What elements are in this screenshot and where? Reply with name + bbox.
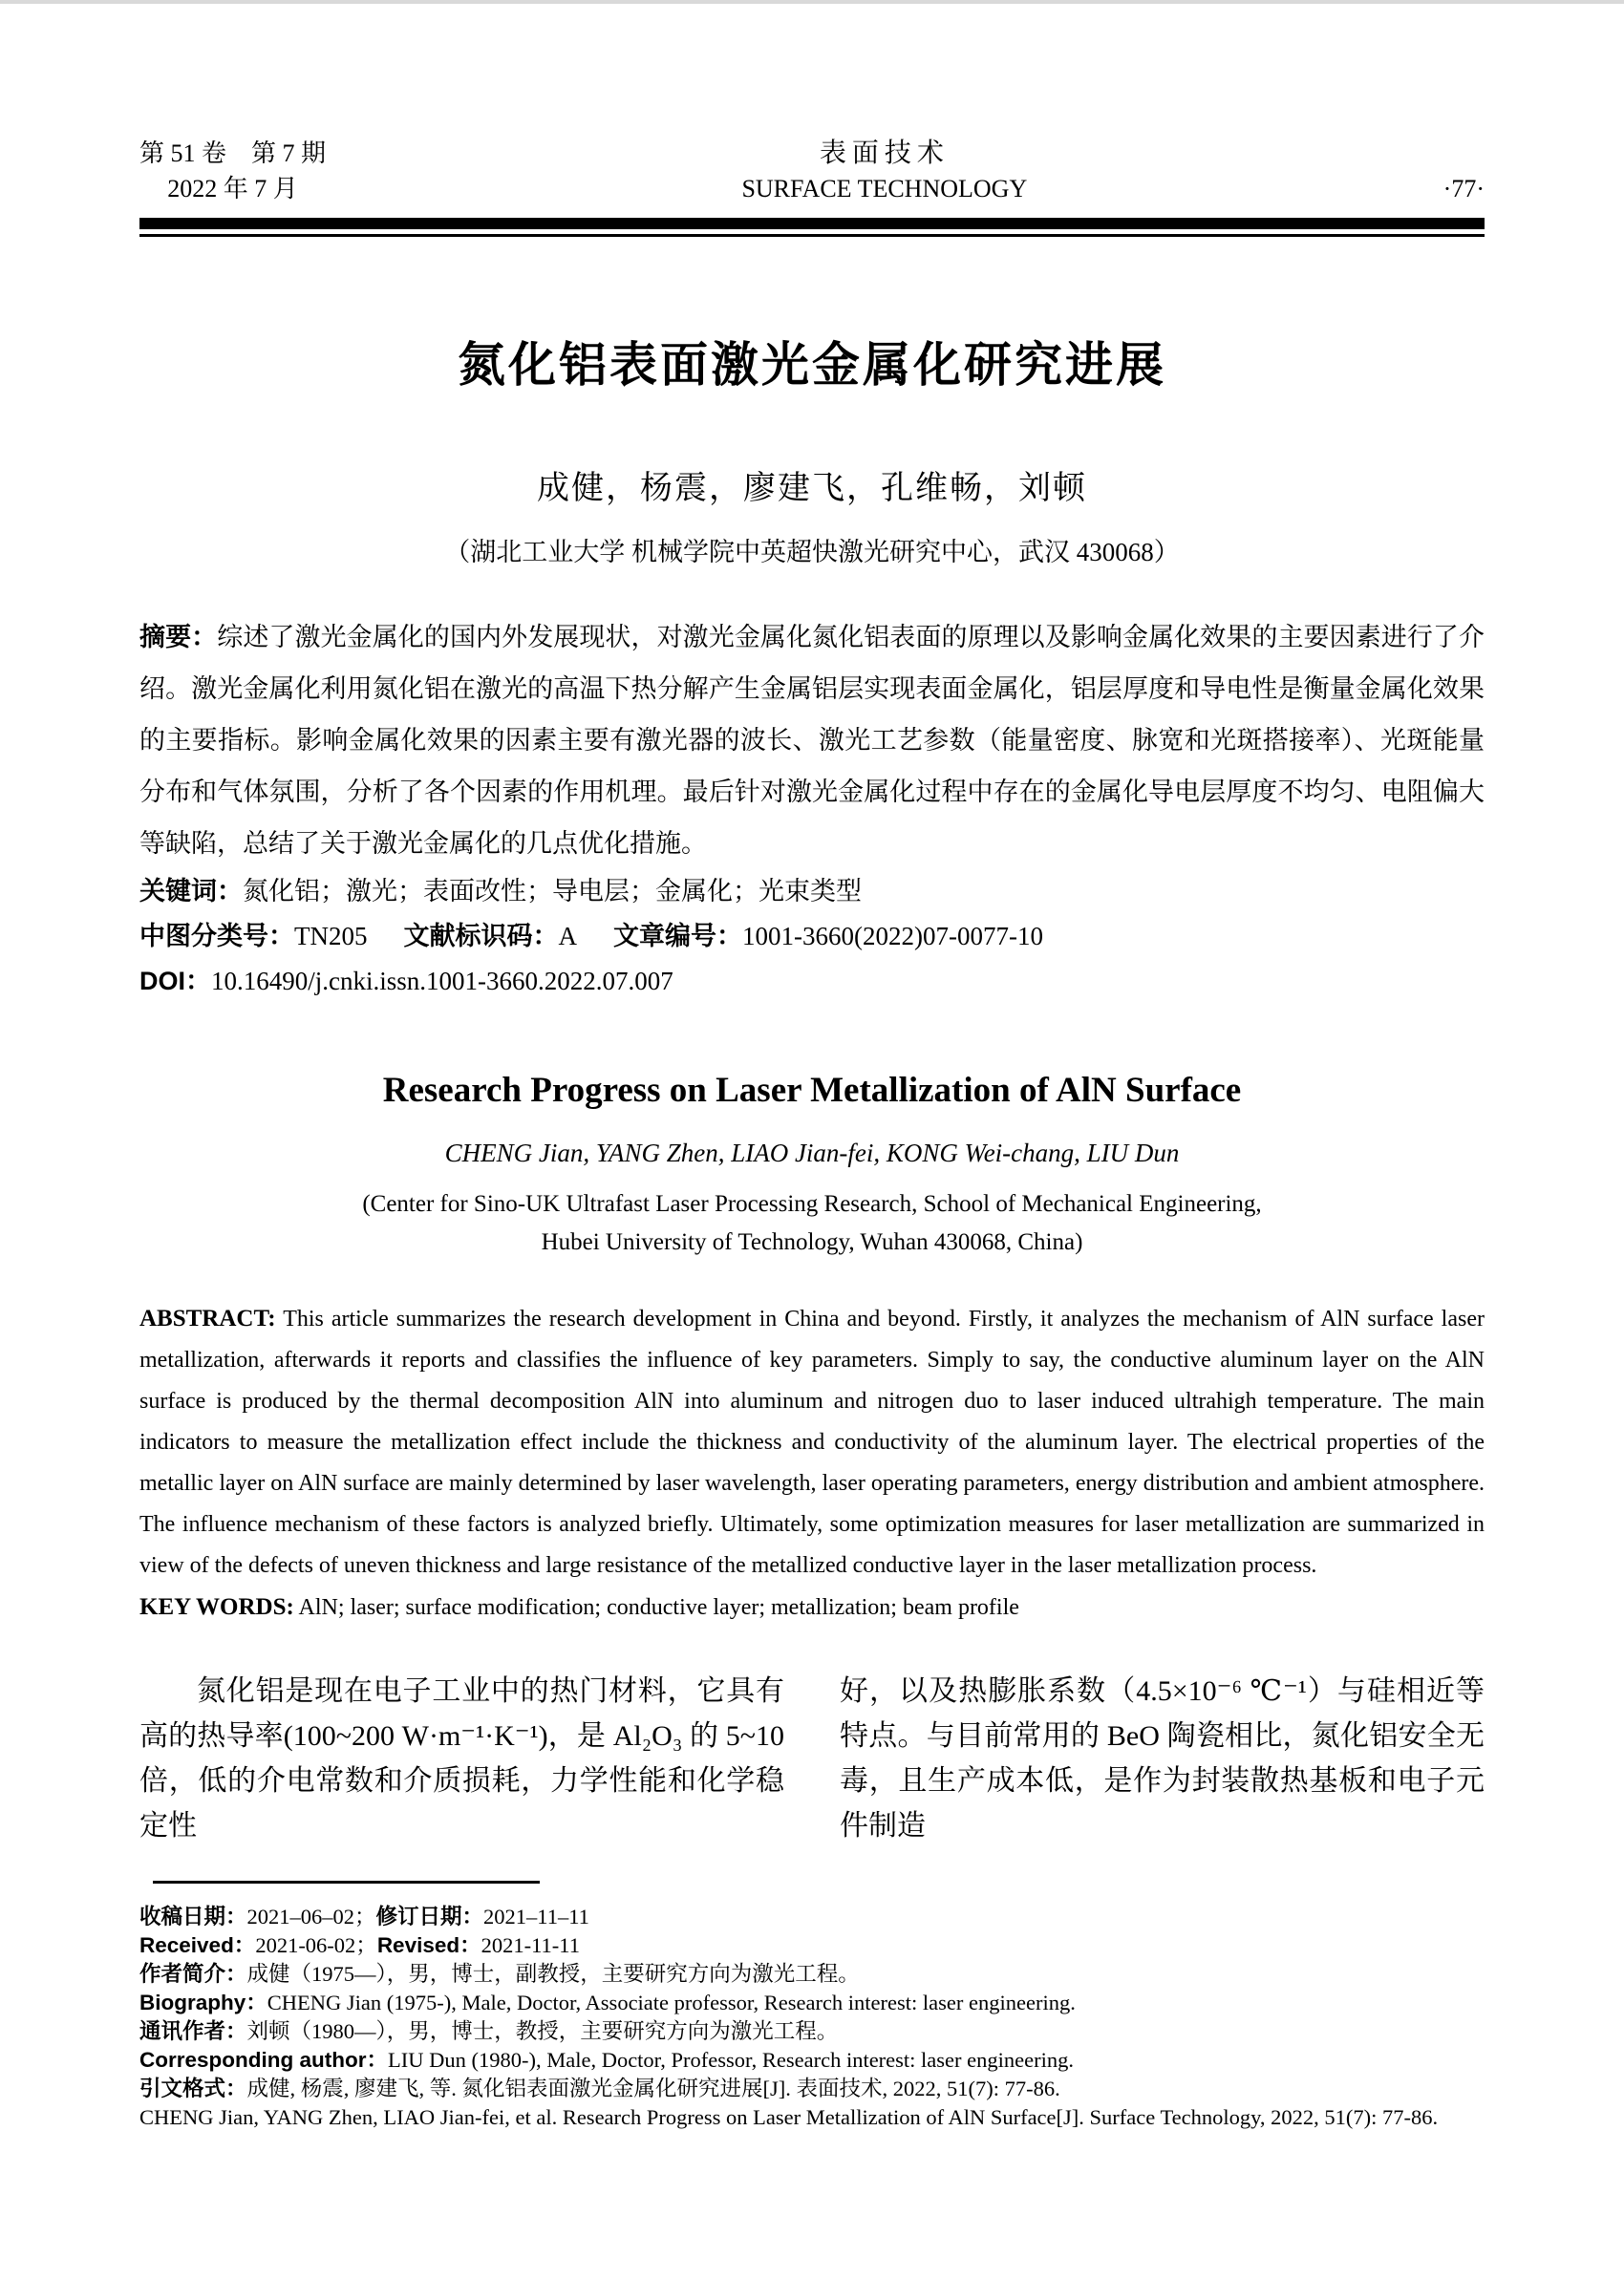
biography-line (139, 1960, 1485, 1988)
received-en-label: Received： (139, 1933, 256, 1957)
corresponding-value: 刘顿（1980—），男，博士，教授，主要研究方向为激光工程。 (246, 2019, 839, 2043)
corresponding-label: 通讯作者： (139, 2019, 247, 2043)
header-issue-block (139, 136, 326, 206)
body-columns (139, 1669, 1485, 1848)
revised-en-value: 2021-11-11 (481, 1933, 580, 1957)
biography-label: 作者简介： (139, 1962, 247, 1986)
biography-en-label: Biography： (139, 1991, 267, 2014)
corresponding-en-line (139, 2046, 1485, 2074)
keywords-en (139, 1587, 1485, 1629)
journal-title-cn: 表面技术 (819, 139, 950, 168)
affiliation-cn: （湖北工业大学 机械学院中英超快激光研究中心，武汉 430068） (444, 538, 1180, 566)
received-en-line (139, 1931, 1485, 1959)
corresponding-en-value: LIU Dun (1980-), Male, Doctor, Professor, Research interest: laser engineering. (388, 2048, 1074, 2072)
journal-title-en: SURFACE TECHNOLOGY (741, 175, 1028, 202)
abstract-en-text: This article summarizes the research development in China and beyond. Firstly, it analyzes the mechanism of AlN surface laser metallization, afterwards it reports and classifies the influence of key parameters. Simply to say, the conductive aluminum layer on the AlN surface is produced by the thermal decomposition AlN into aluminum and nitrogen duo to laser induced ultrahigh temperature. The main indicators to measure the metallization effect include the thickness and conductivity of the aluminum layer. The electrical properties of the metallic layer on AlN surface are mainly determined by laser wavelength, laser operating parameters, energy distribution and ambient atmosphere. The influence mechanism of these factors is analyzed briefly. Ultimately, some optimization measures for laser metallization are summarized in view of the defects of uneven thickness and large resistance of the metallized conductive layer in the laser metallization process. (139, 1307, 1485, 1578)
citation-label: 引文格式： (139, 2077, 247, 2100)
abstract-cn-label: 摘要： (139, 623, 218, 651)
keywords-cn-label: 关键词： (139, 877, 243, 906)
received-value: 2021–06–02； (246, 1905, 376, 1928)
keywords-en-text: AlN; laser; surface modification; conductive layer; metallization; beam profile (298, 1595, 1019, 1620)
article-id-label: 文章编号： (613, 922, 742, 950)
body-column-right: 好，以及热膨胀系数（4.5×10⁻⁶ ℃⁻¹）与硅相近等特点。与目前常用的 BeO 陶瓷相比，氮化铝安全无毒，且生产成本低，是作为封装散热基板和电子元件制造 (840, 1675, 1485, 1842)
revised-label: 修订日期： (375, 1905, 484, 1928)
clc-label: 中图分类号： (139, 922, 294, 950)
doc-code-value: A (558, 922, 577, 950)
issue-date: 2022 年 7 月 (167, 175, 298, 202)
doi-label: DOI： (139, 967, 212, 995)
citation-line (139, 2075, 1485, 2102)
article-id-value: 1001-3660(2022)07-0077-10 (742, 922, 1043, 950)
header-rule-thick (139, 218, 1485, 229)
header-rule-thin (139, 234, 1485, 237)
doi-value: 10.16490/j.cnki.issn.1001-3660.2022.07.007 (211, 967, 673, 995)
doc-code-label: 文献标识码： (403, 922, 559, 950)
biography-en-line (139, 1989, 1485, 2016)
received-label: 收稿日期： (139, 1905, 247, 1928)
received-line (139, 1903, 1485, 1930)
footnote-block (139, 1903, 1485, 2131)
footnote-rule (153, 1881, 540, 1884)
abstract-en (139, 1298, 1485, 1587)
received-en-value: 2021-06-02； (255, 1933, 377, 1957)
keywords-en-label: KEY WORDS: (139, 1594, 294, 1620)
clc-value: TN205 (294, 922, 368, 950)
authors-cn: 成健，杨震，廖建飞，孔维畅，刘顿 (537, 471, 1087, 506)
classification-line (139, 914, 1485, 959)
affiliation-en-line1: (Center for Sino-UK Ultrafast Laser Processing Research, School of Mechanical Engineering, (362, 1191, 1262, 1217)
keywords-cn-text: 氮化铝；激光；表面改性；导电层；金属化；光束类型 (243, 877, 862, 906)
abstract-en-label: ABSTRACT: (139, 1306, 276, 1332)
doi-line (139, 959, 1485, 1004)
citation-value: 成健, 杨震, 廖建飞, 等. 氮化铝表面激光金属化研究进展[J]. 表面技术, 2022, 51(7): 77-86. (246, 2077, 1060, 2100)
article-title-cn: 氮化铝表面激光金属化研究进展 (458, 338, 1166, 392)
body-column-left: 氮化铝是现在电子工业中的热门材料，它具有高的热导率(100~200 W·m⁻¹·K⁻¹)，是 Al₂O₃ 的 5~10 倍，低的介电常数和介质损耗，力学性能和化学稳定性 (139, 1675, 784, 1842)
revised-en-label: Revised： (376, 1933, 481, 1957)
keywords-cn (139, 869, 1485, 914)
biography-value: 成健（1975—），男，博士，副教授，主要研究方向为激光工程。 (246, 1962, 860, 1986)
abstract-cn (139, 611, 1485, 869)
abstract-cn-text: 综述了激光金属化的国内外发展现状，对激光金属化氮化铝表面的原理以及影响金属化效果的主要因素进行了介绍。激光金属化利用氮化铝在激光的高温下热分解产生金属铝层实现表面金属化，铝层厚度和导电性是衡量金属化效果的主要指标。影响金属化效果的因素主要有激光器的波长、激光工艺参数（能量密度、脉宽和光斑搭接率）、光斑能量分布和气体氛围，分析了各个因素的作用机理。最后针对激光金属化过程中存在的金属化导电层厚度不均匀、电阻偏大等缺陷，总结了关于激光金属化的几点优化措施。 (139, 623, 1485, 858)
corresponding-line (139, 2017, 1485, 2045)
authors-en: CHENG Jian, YANG Zhen, LIAO Jian-fei, KONG Wei-chang, LIU Dun (444, 1139, 1180, 1167)
revised-value: 2021–11–11 (483, 1905, 589, 1928)
page-number: ·77· (1442, 175, 1485, 202)
citation-en-line: CHENG Jian, YANG Zhen, LIAO Jian-fei, et al. Research Progress on Laser Metallization of AlN Surface[J]. Surface Technology, 2022, 51(7): 77-86. (139, 2105, 1439, 2129)
biography-en-value: CHENG Jian (1975-), Male, Doctor, Associate professor, Research interest: laser engineering. (267, 1991, 1076, 2014)
corresponding-en-label: Corresponding author： (139, 2048, 388, 2072)
volume-issue: 第 51 卷 第 7 期 (139, 139, 327, 167)
journal-title-block (741, 136, 1027, 206)
page-header (139, 136, 1485, 206)
affiliation-en-line2: Hubei University of Technology, Wuhan 430068, China) (541, 1229, 1083, 1255)
affiliation-en (139, 1185, 1485, 1262)
article-title-en: Research Progress on Laser Metallization of AlN Surface (382, 1071, 1242, 1110)
